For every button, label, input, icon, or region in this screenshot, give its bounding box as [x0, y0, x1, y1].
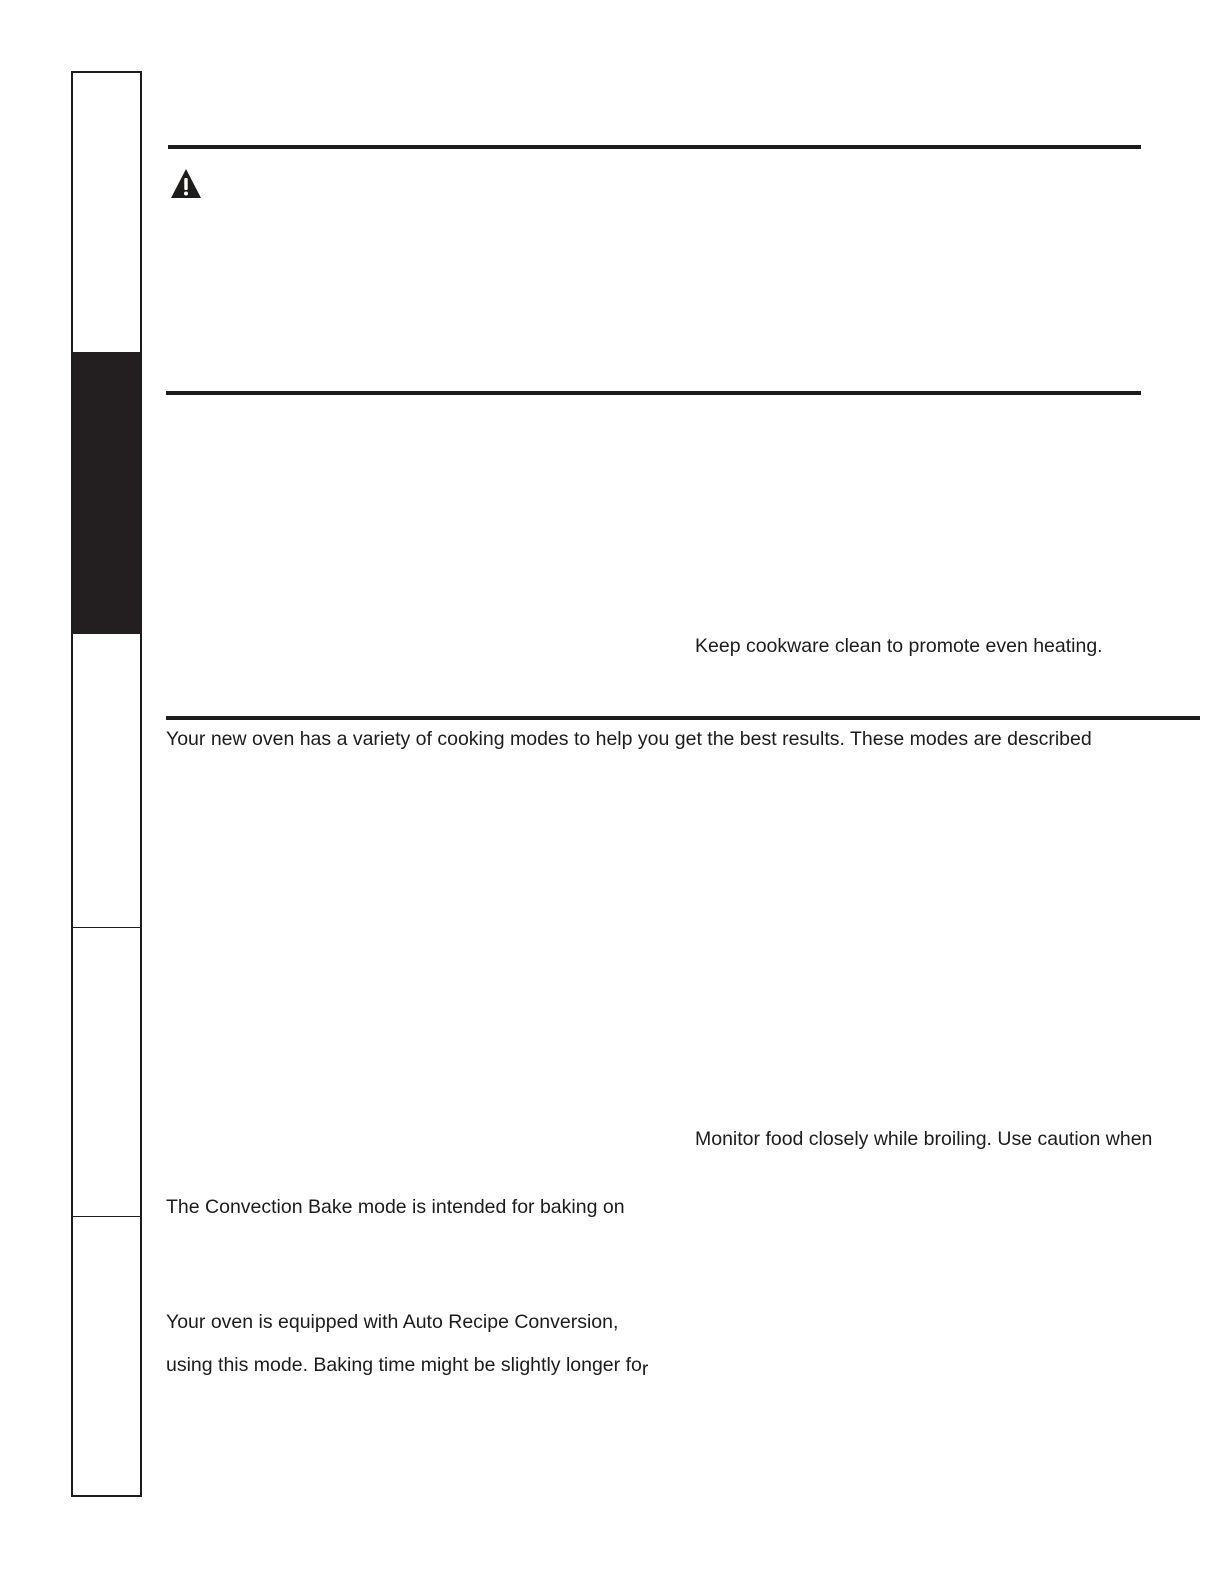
warning-triangle-icon — [170, 168, 202, 200]
section-divider-top — [168, 145, 1141, 149]
broil-caution-text: Monitor food closely while broiling. Use caution when — [695, 1128, 1153, 1150]
section-tab-strip — [71, 71, 142, 1497]
section-divider-cooking-modes — [166, 716, 1200, 720]
baking-time-note — [166, 1353, 649, 1380]
cookware-tip-text: Keep cookware clean to promote even heating. — [695, 635, 1103, 657]
section-tab-1 — [73, 73, 140, 352]
baking-time-note-main: using this mode. Baking time might be slightly longer fo — [166, 1354, 642, 1376]
convection-bake-text: The Convection Bake mode is intended for baking on — [166, 1196, 625, 1218]
section-tab-5 — [73, 1217, 140, 1495]
baking-time-note-tail: r — [641, 1358, 649, 1380]
section-divider-middle — [166, 391, 1141, 395]
cooking-modes-intro-text: Your new oven has a variety of cooking modes to help you get the best results. These modes are described — [166, 728, 1092, 750]
section-tab-3 — [73, 634, 140, 928]
section-tab-4 — [73, 928, 140, 1217]
auto-recipe-conversion-text: Your oven is equipped with Auto Recipe Conversion, — [166, 1311, 619, 1333]
section-tab-2-active — [73, 352, 140, 634]
